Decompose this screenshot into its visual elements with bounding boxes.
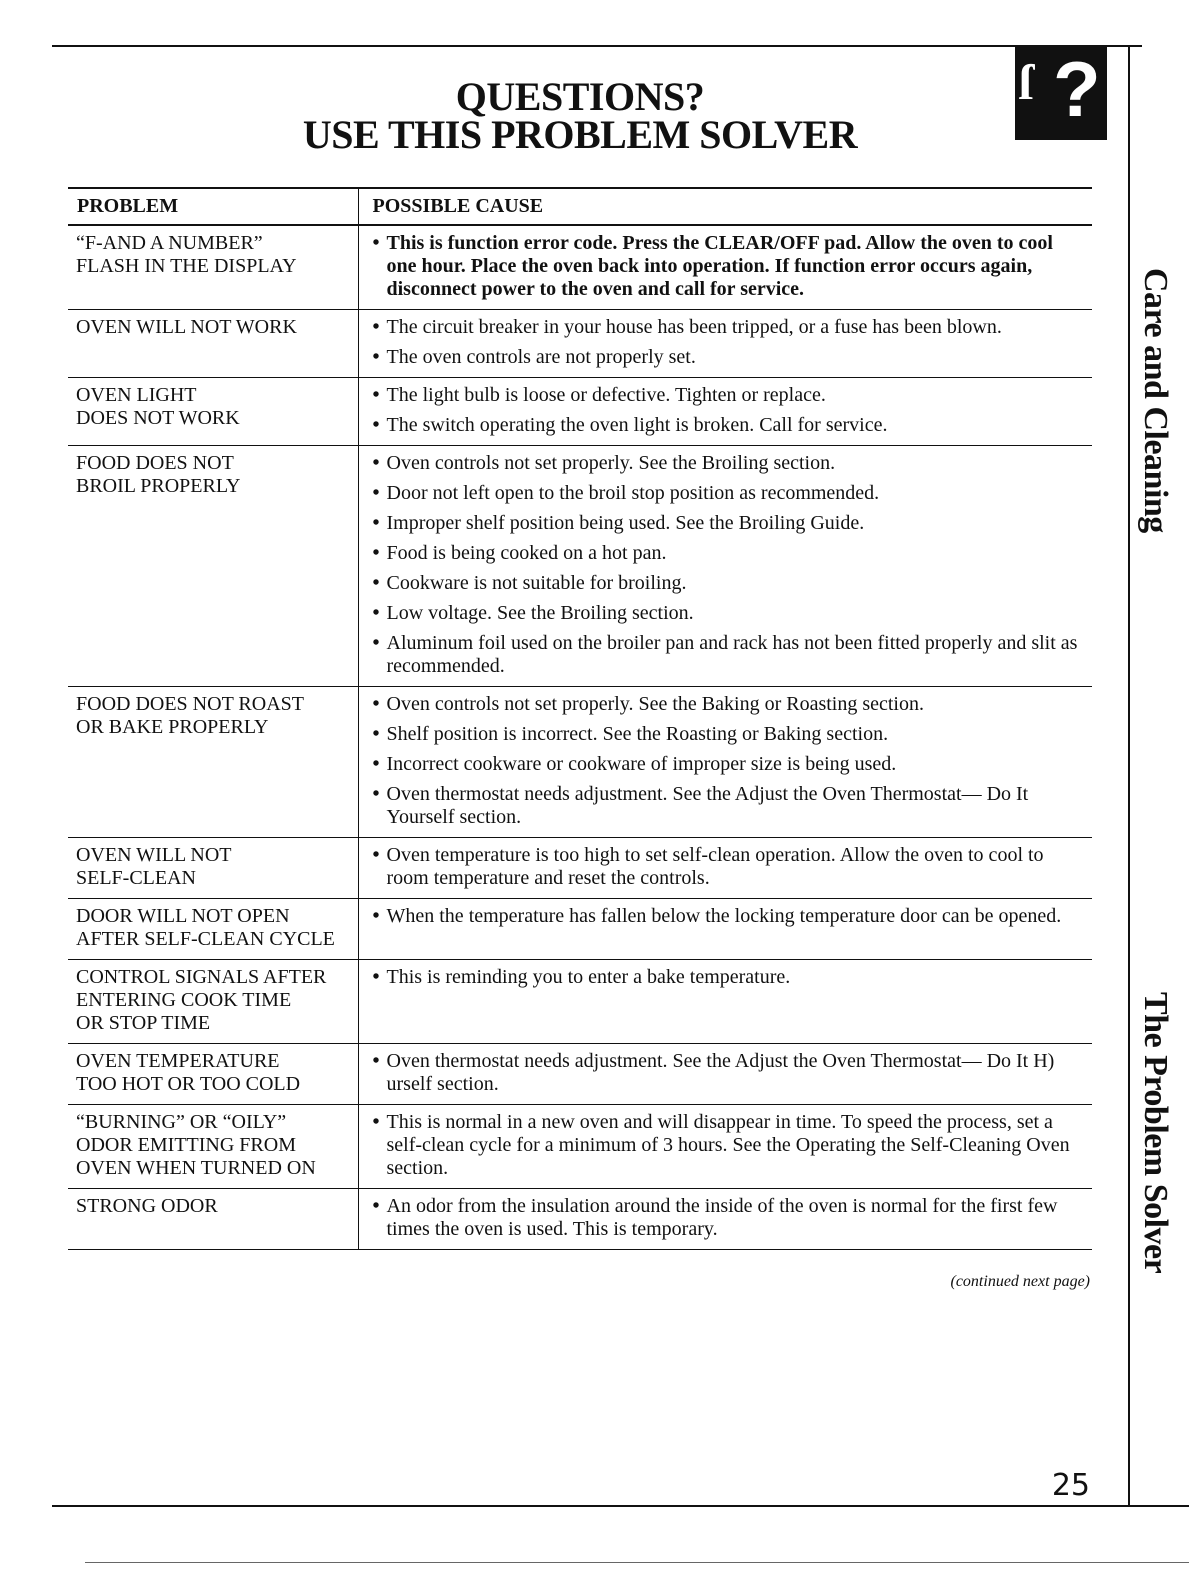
cause-item xyxy=(371,723,1087,746)
cause-item xyxy=(371,542,1087,565)
cause-text: Food is being cooked on a hot pan. xyxy=(386,542,667,564)
cause-cell xyxy=(358,1105,1092,1189)
cause-cell xyxy=(358,960,1092,1044)
table-row xyxy=(68,960,1092,1044)
cause-cell xyxy=(358,1044,1092,1105)
problem-text: ODOR EMITTING FROM xyxy=(76,1134,296,1156)
bullet-icon: • xyxy=(372,512,380,534)
cause-text: The oven controls are not properly set. xyxy=(386,346,696,368)
bullet-icon: • xyxy=(372,482,380,504)
cause-text: Oven thermostat needs adjustment. See the Adjust the Oven Thermostat— Do It H) urself section. xyxy=(386,1050,1055,1095)
cause-text: Improper shelf position being used. See the Broiling Guide. xyxy=(386,512,865,534)
bullet-icon: • xyxy=(372,1111,380,1133)
cause-item xyxy=(371,1195,1087,1241)
problem-text: FOOD DOES NOT ROAST xyxy=(76,693,304,715)
cause-item xyxy=(371,482,1087,505)
table-row xyxy=(68,378,1092,446)
cause-text: The circuit breaker in your house has been tripped, or a fuse has been blown. xyxy=(386,316,1002,338)
bullet-icon: • xyxy=(372,384,380,406)
bullet-icon: • xyxy=(372,723,380,745)
table-body xyxy=(68,225,1092,1250)
cause-item xyxy=(371,693,1087,716)
problem-cell xyxy=(68,310,358,378)
page-number: 25 xyxy=(1051,1468,1090,1503)
cause-cell xyxy=(358,310,1092,378)
cause-item xyxy=(371,602,1087,625)
header-problem: PROBLEM xyxy=(68,188,358,225)
cause-item xyxy=(371,783,1087,829)
bullet-icon: • xyxy=(372,346,380,368)
problem-text: OVEN WILL NOT xyxy=(76,844,232,866)
bullet-icon: • xyxy=(372,844,380,866)
problem-text: BROIL PROPERLY xyxy=(76,475,241,497)
problem-cell xyxy=(68,446,358,687)
table-row xyxy=(68,1189,1092,1250)
problem-text: DOOR WILL NOT OPEN xyxy=(76,905,290,927)
problem-cell xyxy=(68,687,358,838)
problem-cell xyxy=(68,960,358,1044)
problem-text: TOO HOT OR TOO COLD xyxy=(76,1073,301,1095)
cause-text: This is reminding you to enter a bake temperature. xyxy=(386,966,791,988)
bullet-icon: • xyxy=(372,316,380,338)
cause-cell xyxy=(358,838,1092,899)
cause-cell xyxy=(358,687,1092,838)
question-mark-icon xyxy=(1015,45,1107,140)
table-row xyxy=(68,1044,1092,1105)
problem-text: OVEN WILL NOT WORK xyxy=(76,316,297,338)
page-title xyxy=(270,74,890,157)
title-line-2: USE THIS PROBLEM SOLVER xyxy=(302,112,858,157)
problem-text: OR STOP TIME xyxy=(76,1012,211,1034)
problem-text: SELF-CLEAN xyxy=(76,867,196,889)
cause-text: This is normal in a new oven and will disappear in time. To speed the process, set a self-clean cycle for a minimum of 3 hours. See the Operating the Self-Cleaning Oven section. xyxy=(386,1111,1070,1179)
cause-text: Oven controls not set properly. See the Broiling section. xyxy=(386,452,836,474)
logo-glyph: ? xyxy=(1053,45,1101,133)
cause-item xyxy=(371,232,1087,301)
problem-text: DOES NOT WORK xyxy=(76,407,240,429)
bullet-icon: • xyxy=(372,632,380,654)
top-rule xyxy=(52,45,1142,47)
problem-text: FLASH IN THE DISPLAY xyxy=(76,255,297,277)
bullet-icon: • xyxy=(372,452,380,474)
header-possible-cause: POSSIBLE CAUSE xyxy=(358,188,1092,225)
problem-text: FOOD DOES NOT xyxy=(76,452,234,474)
problem-text: OVEN LIGHT xyxy=(76,384,197,406)
problem-cell xyxy=(68,1189,358,1250)
bullet-icon: • xyxy=(372,542,380,564)
title-line-1: QUESTIONS? xyxy=(455,74,705,119)
problem-text: AFTER SELF-CLEAN CYCLE xyxy=(76,928,335,950)
cause-text: Shelf position is incorrect. See the Roasting or Baking section. xyxy=(386,723,889,745)
cause-item xyxy=(371,512,1087,535)
continued-note: (continued next page) xyxy=(950,1273,1090,1290)
table-row xyxy=(68,687,1092,838)
footer-rule xyxy=(85,1562,1189,1563)
table-row xyxy=(68,310,1092,378)
table-header-row xyxy=(68,188,1092,225)
bullet-icon: • xyxy=(372,753,380,775)
cause-item xyxy=(371,632,1087,678)
cause-cell xyxy=(358,1189,1092,1250)
cause-text: Aluminum foil used on the broiler pan and rack has not been fitted properly and slit as recommended. xyxy=(386,632,1078,677)
table-row xyxy=(68,838,1092,899)
cause-cell xyxy=(358,225,1092,310)
cause-item xyxy=(371,384,1087,407)
cause-text: Oven thermostat needs adjustment. See the Adjust the Oven Thermostat— Do It Yourself section. xyxy=(386,783,1029,828)
cause-text: This is function error code. Press the CLEAR/OFF pad. Allow the oven to cool one hour. Place the oven back into operation. If function error occurs again, disconnect power to the oven and call for service. xyxy=(386,232,1053,300)
cause-item xyxy=(371,1050,1087,1096)
side-tab-care-and-cleaning: Care and Cleaning xyxy=(1137,268,1174,533)
cause-item xyxy=(371,753,1087,776)
cause-text: Oven temperature is too high to set self-clean operation. Allow the oven to cool to room temperature and reset the controls. xyxy=(386,844,1044,889)
cause-item xyxy=(371,966,1087,989)
cause-text: Cookware is not suitable for broiling. xyxy=(386,572,687,594)
bullet-icon: • xyxy=(372,966,380,988)
bullet-icon: • xyxy=(372,693,380,715)
problem-cell xyxy=(68,1105,358,1189)
side-tab-problem-solver: The Problem Solver xyxy=(1137,992,1174,1274)
cause-text: An odor from the insulation around the inside of the oven is normal for the first few times the oven is used. This is temporary. xyxy=(386,1195,1058,1240)
problem-text: “BURNING” OR “OILY” xyxy=(76,1111,287,1133)
bullet-icon: • xyxy=(372,1050,380,1072)
problem-text: ENTERING COOK TIME xyxy=(76,989,292,1011)
problem-cell xyxy=(68,838,358,899)
cause-cell xyxy=(358,446,1092,687)
cause-item xyxy=(371,905,1087,928)
problem-text: OR BAKE PROPERLY xyxy=(76,716,269,738)
problem-cell xyxy=(68,899,358,960)
bullet-icon: • xyxy=(372,232,380,254)
problem-text: OVEN WHEN TURNED ON xyxy=(76,1157,316,1179)
cause-text: Incorrect cookware or cookware of improper size is being used. xyxy=(386,753,897,775)
cause-text: When the temperature has fallen below the locking temperature door can be opened. xyxy=(386,905,1062,927)
bullet-icon: • xyxy=(372,905,380,927)
bullet-icon: • xyxy=(372,572,380,594)
table-row xyxy=(68,1105,1092,1189)
cause-item xyxy=(371,316,1087,339)
cause-item xyxy=(371,346,1087,369)
problem-text: STRONG ODOR xyxy=(76,1195,218,1217)
problem-text: OVEN TEMPERATURE xyxy=(76,1050,280,1072)
problem-cell xyxy=(68,225,358,310)
problem-text: CONTROL SIGNALS AFTER xyxy=(76,966,327,988)
cause-text: Oven controls not set properly. See the Baking or Roasting section. xyxy=(386,693,924,715)
problem-cell xyxy=(68,1044,358,1105)
bullet-icon: • xyxy=(372,1195,380,1217)
cause-cell xyxy=(358,378,1092,446)
cause-text: The light bulb is loose or defective. Tighten or replace. xyxy=(386,384,826,406)
bullet-icon: • xyxy=(372,602,380,624)
cause-item xyxy=(371,414,1087,437)
cause-cell xyxy=(358,899,1092,960)
cause-text: The switch operating the oven light is broken. Call for service. xyxy=(386,414,888,436)
bottom-rule xyxy=(52,1505,1189,1507)
cause-text: Door not left open to the broil stop position as recommended. xyxy=(386,482,880,504)
problem-solver-table-wrap xyxy=(68,187,1092,1250)
cause-item xyxy=(371,1111,1087,1180)
cause-text: Low voltage. See the Broiling section. xyxy=(386,602,694,624)
table-row xyxy=(68,899,1092,960)
cause-item xyxy=(371,452,1087,475)
right-rule xyxy=(1128,45,1130,1505)
bullet-icon: • xyxy=(372,414,380,436)
table-row xyxy=(68,225,1092,310)
bullet-icon: • xyxy=(372,783,380,805)
cause-item xyxy=(371,572,1087,595)
table-row xyxy=(68,446,1092,687)
logo-mark: ſ xyxy=(1019,54,1033,110)
problem-solver-table xyxy=(68,187,1092,1250)
problem-text: “F-AND A NUMBER” xyxy=(76,232,263,254)
problem-cell xyxy=(68,378,358,446)
cause-item xyxy=(371,844,1087,890)
